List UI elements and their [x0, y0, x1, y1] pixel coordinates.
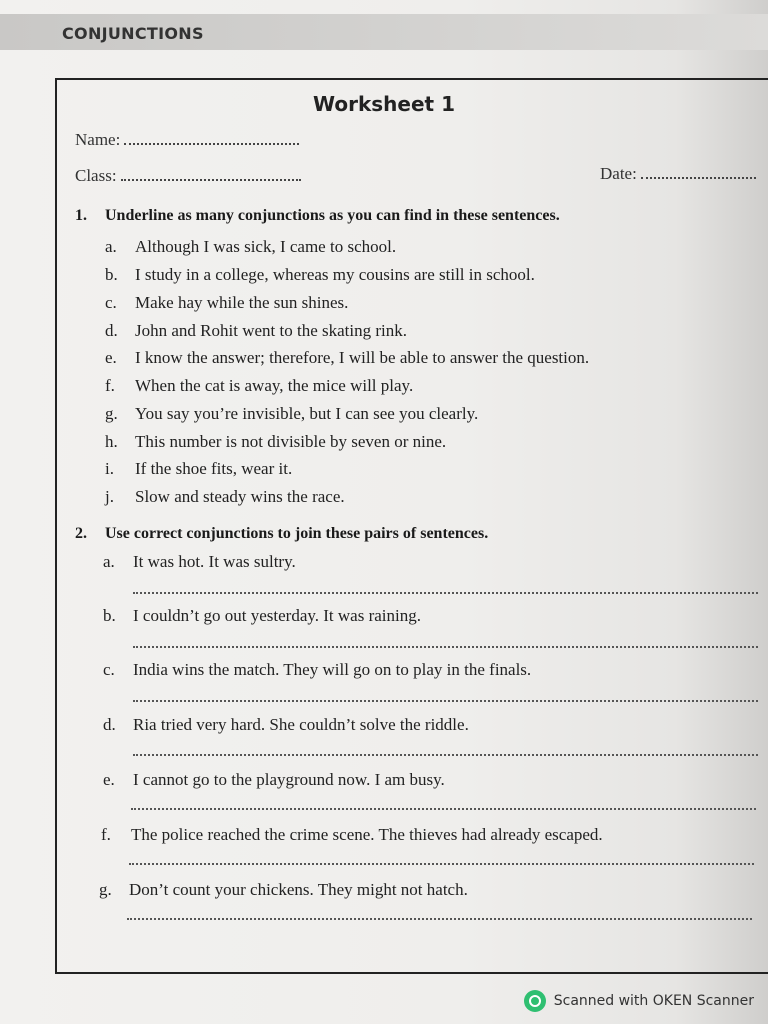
question-prompt: Underline as many conjunctions as you can find in these sentences. [105, 207, 560, 224]
date-field [600, 164, 756, 184]
item-text: This number is not divisible by seven or nine. [135, 432, 447, 451]
list-item [103, 660, 531, 680]
item-text: If the shoe fits, wear it. [135, 459, 293, 478]
worksheet-title: Worksheet 1 [313, 92, 455, 116]
item-letter: a. [103, 552, 115, 571]
list-item [105, 376, 413, 396]
item-text: Don’t count your chickens. They might not hatch. [129, 880, 468, 899]
item-text: I know the answer; therefore, I will be able to answer the question. [135, 348, 590, 367]
question-number: 2. [75, 525, 87, 542]
item-text: I study in a college, whereas my cousins are still in school. [135, 265, 535, 284]
item-text: Make hay while the sun shines. [135, 293, 349, 312]
list-item [105, 237, 396, 257]
scanner-text: Scanned with OKEN Scanner [553, 993, 754, 1009]
list-item [103, 606, 421, 626]
name-label: Name: [75, 130, 121, 149]
item-letter: d. [105, 321, 118, 340]
item-text: When the cat is away, the mice will play. [135, 376, 414, 395]
list-item [101, 825, 603, 845]
item-letter: j. [105, 487, 114, 506]
answer-line[interactable] [129, 863, 754, 865]
list-item [105, 321, 407, 341]
date-blank[interactable] [641, 164, 756, 179]
item-letter: e. [105, 348, 117, 367]
section-title: CONJUNCTIONS [62, 24, 204, 43]
class-label: Class: [75, 166, 117, 185]
item-text: Although I was sick, I came to school. [135, 237, 397, 256]
list-item [105, 404, 478, 424]
item-letter: b. [103, 606, 116, 625]
list-item [105, 293, 348, 313]
answer-line[interactable] [133, 700, 758, 702]
list-item [105, 348, 589, 368]
item-text: Ria tried very hard. She couldn’t solve the riddle. [133, 715, 469, 734]
item-letter: g. [105, 404, 118, 423]
item-letter: c. [105, 293, 117, 312]
answer-line[interactable] [133, 754, 758, 756]
item-text: The police reached the crime scene. The thieves had already escaped. [131, 825, 603, 844]
class-blank[interactable] [121, 166, 301, 181]
list-item [105, 265, 535, 285]
item-letter: c. [103, 660, 115, 679]
item-text: John and Rohit went to the skating rink. [135, 321, 407, 340]
item-letter: d. [103, 715, 116, 734]
list-item [105, 487, 345, 507]
list-item [103, 715, 469, 735]
question-2 [75, 525, 488, 543]
item-letter: f. [101, 825, 111, 844]
item-letter: h. [105, 432, 118, 451]
item-text: India wins the match. They will go on to play in the finals. [133, 660, 532, 679]
item-text: Slow and steady wins the race. [135, 487, 345, 506]
item-text: I cannot go to the playground now. I am busy. [133, 770, 445, 789]
item-letter: a. [105, 237, 117, 256]
answer-line[interactable] [133, 592, 758, 594]
class-field [75, 166, 301, 186]
list-item [103, 770, 445, 790]
item-letter: f. [105, 376, 115, 395]
question-1 [75, 207, 560, 225]
question-number: 1. [75, 207, 87, 224]
date-label: Date: [600, 164, 637, 183]
list-item [105, 432, 446, 452]
item-letter: b. [105, 265, 118, 284]
list-item [99, 880, 468, 900]
question-prompt: Use correct conjunctions to join these pairs of sentences. [105, 525, 489, 542]
answer-line[interactable] [133, 646, 758, 648]
scanner-logo-icon [524, 990, 546, 1012]
answer-line[interactable] [131, 808, 756, 810]
name-blank[interactable] [124, 130, 299, 145]
list-item [105, 459, 292, 479]
scanner-watermark [524, 990, 754, 1012]
answer-line[interactable] [127, 918, 752, 920]
item-letter: i. [105, 459, 114, 478]
item-text: I couldn’t go out yesterday. It was raining. [133, 606, 421, 625]
item-text: You say you’re invisible, but I can see you clearly. [135, 404, 479, 423]
list-item [103, 552, 296, 572]
item-letter: g. [99, 880, 112, 899]
name-field [75, 130, 299, 150]
item-text: It was hot. It was sultry. [133, 552, 296, 571]
item-letter: e. [103, 770, 115, 789]
